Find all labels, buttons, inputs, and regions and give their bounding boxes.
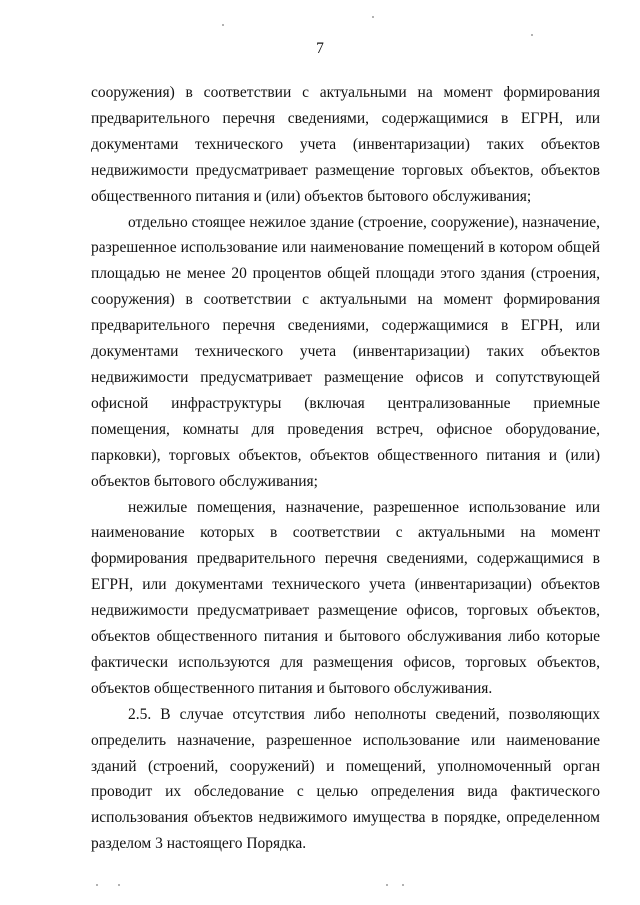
paragraph-section-2-5: 2.5. В случае отсутствия либо неполноты сведений, позволяющих определить назначение, разрешенное использование или наименование зданий (строений, сооружений) и помещений, уполномоченный орган проводит их обследование с целью определения вида фактического использования объектов недвижимого имущества в порядке, определенном разделом 3 настоящего Порядка. — [91, 705, 600, 853]
scan-speck — [96, 884, 98, 886]
paragraph-standalone-building: отдельно стоящее нежилое здание (строение, сооружение), назначение, разрешенное использование или наименование помещений в котором общей площадью не менее 20 процентов общей площади этого здания (строения, сооружения) в соответствии с актуальными на момент формирования предварительного перечня сведениями, содержащимися в ЕГРН, или документами технического учета (инвентаризации) таких объектов недвижимости предусматривает размещение офисов и сопутствующей офисной инфраструктуры (включая централизованные приемные помещения, комнаты для проведения встреч, офисное оборудование, парковки), торговых объектов, объектов общественного питания и (или) объектов бытового обслуживания; — [91, 213, 600, 490]
scan-speck — [372, 16, 374, 18]
scan-speck — [118, 884, 120, 886]
scan-speck — [531, 34, 533, 36]
paragraph-nonresidential-premises: нежилые помещения, назначение, разрешенное использование или наименование которых в соответствии с актуальными на момент формирования предварительного перечня сведениями, содержащимися в ЕГРН, или документами технического учета (инвентаризации) объектов недвижимости предусматривает размещение офисов, торговых объектов, объектов общественного питания и бытового обслуживания либо которые фактически используются для размещения офисов, торговых объектов, объектов общественного питания и бытового обслуживания. — [91, 498, 600, 697]
document-body — [91, 80, 600, 857]
scan-speck — [386, 884, 388, 886]
scan-speck — [402, 884, 404, 886]
scan-speck — [222, 24, 224, 26]
page-number: 7 — [316, 40, 324, 57]
paragraph-continuation: сооружения) в соответствии с актуальными на момент формирования предварительного перечня сведениями, содержащимися в ЕГРН, или документами технического учета (инвентаризации) таких объектов недвижимости предусматривает размещение торговых объектов, объектов общественного питания и (или) объектов бытового обслуживания; — [91, 84, 600, 205]
